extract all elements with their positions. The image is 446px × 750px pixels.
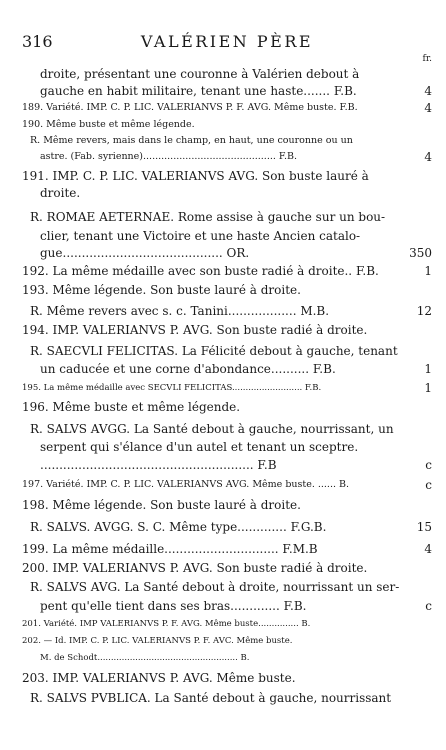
text-line	[0, 228, 446, 244]
text-line	[0, 616, 446, 632]
price-value: 4	[424, 542, 432, 556]
line-text: gue.......................................... OR.	[40, 246, 250, 260]
text-line	[0, 282, 446, 298]
line-text: 193. Même légende. Son buste lauré à droite.	[22, 283, 301, 297]
text-line	[0, 690, 446, 706]
line-text: 197. Variété. IMP. C. P. LIC. VALERIANVS AVG. Même buste. ...... B.	[22, 479, 350, 490]
price-value: c	[425, 478, 432, 492]
text-line	[0, 83, 446, 99]
line-text: ........................................................ F.B	[40, 458, 277, 472]
text-line	[0, 209, 446, 225]
text-line	[0, 245, 446, 261]
line-text: 194. IMP. VALERIANVS P. AVG. Son buste radié à droite.	[22, 323, 368, 337]
line-text: 202. — Id. IMP. C. P. LIC. VALERIANVS P. F. AVC. Même buste.	[22, 636, 293, 646]
text-line	[0, 303, 446, 319]
text-line	[0, 579, 446, 595]
line-text: R. SALVS PVBLICA. La Santé debout à gauche, nourrissant	[30, 691, 392, 705]
text-line	[0, 117, 446, 133]
text-line	[0, 598, 446, 614]
line-text: pent qu'elle tient dans ses bras............. F.B.	[40, 599, 307, 613]
price-value: 4	[424, 101, 432, 115]
text-line	[0, 263, 446, 279]
line-text: M. de Schodt.................................................... B.	[40, 653, 250, 663]
line-text: R. SAECVLI FELICITAS. La Félicité debout à gauche, tenant	[30, 344, 398, 358]
line-text: droite.	[40, 186, 81, 200]
text-line	[0, 457, 446, 473]
text-line	[0, 168, 446, 184]
price-value: c	[425, 458, 432, 472]
price-value: 350	[409, 246, 432, 260]
text-line	[0, 421, 446, 437]
text-line	[0, 100, 446, 116]
text-line	[0, 541, 446, 557]
price-value: 4	[424, 150, 432, 164]
text-line	[0, 343, 446, 359]
price-value: 1	[424, 264, 432, 278]
line-text: 203. IMP. VALERIANVS P. AVG. Même buste.	[22, 671, 296, 685]
text-line	[0, 185, 446, 201]
price-value: 1	[424, 381, 432, 395]
line-text: R. SALVS AVG. La Santé debout à droite, nourrissant un ser-	[30, 580, 400, 594]
line-text: 195. La même médaille avec SECVLI FELICITAS.......................... F.B.	[22, 383, 322, 393]
line-text: R. ROMAE AETERNAE. Rome assise à gauche sur un bou-	[30, 210, 386, 224]
line-text: R. SALVS. AVGG. S. C. Même type............. F.G.B.	[30, 520, 327, 534]
line-text: 192. La même médaille avec son buste radié à droite.. F.B.	[22, 264, 379, 278]
price-value: 4	[424, 84, 432, 98]
text-line	[0, 497, 446, 513]
text-line	[0, 650, 446, 666]
text-line	[0, 322, 446, 338]
line-text: 198. Même légende. Son buste lauré à droite.	[22, 498, 301, 512]
text-line	[0, 519, 446, 535]
line-text: 196. Même buste et même légende.	[22, 400, 241, 414]
price-value: 15	[416, 520, 432, 534]
text-line	[0, 439, 446, 455]
price-value: 12	[416, 304, 432, 318]
running-title: VALÉRIEN PÈRE	[140, 32, 314, 51]
text-line	[0, 361, 446, 377]
page-header	[22, 32, 432, 64]
text-line	[0, 149, 446, 165]
line-text: 199. La même médaille.............................. F.M.B	[22, 542, 318, 556]
line-text: un caducée et une corne d'abondance.......... F.B.	[40, 362, 336, 376]
line-text: 190. Même buste et même légende.	[22, 119, 195, 130]
text-line	[0, 560, 446, 576]
line-text: astre. (Fab. syrienne)............................................ F.B.	[40, 151, 298, 162]
line-text: 189. Variété. IMP. C. P. LIC. VALERIANVS P. F. AVG. Même buste. F.B.	[22, 102, 358, 113]
line-text: 200. IMP. VALERIANVS P. AVG. Son buste radié à droite.	[22, 561, 368, 575]
line-text: R. SALVS AVGG. La Santé debout à gauche, nourrissant, un	[30, 422, 394, 436]
text-line	[0, 477, 446, 493]
text-line	[0, 670, 446, 686]
text-line	[0, 380, 446, 396]
line-text: clier, tenant une Victoire et une haste Ancien catalo-	[40, 229, 361, 243]
page-number: 316	[22, 32, 53, 51]
price-value: 1	[424, 362, 432, 376]
line-text: 191. IMP. C. P. LIC. VALERIANVS AVG. Son buste lauré à	[22, 169, 369, 183]
line-text: R. Même revers, mais dans le champ, en haut, une couronne ou un	[30, 135, 353, 146]
price-column-label: fr.	[422, 54, 432, 64]
line-text: gauche en habit militaire, tenant une haste....... F.B.	[40, 84, 357, 98]
text-line	[0, 133, 446, 149]
price-value: c	[425, 599, 432, 613]
text-line	[0, 66, 446, 82]
line-text: R. Même revers avec s. c. Tanini.................. M.B.	[30, 304, 330, 318]
line-text: droite, présentant une couronne à Valérien debout à	[40, 67, 360, 81]
text-line	[0, 633, 446, 649]
line-text: serpent qui s'élance d'un autel et tenant un sceptre.	[40, 440, 359, 454]
text-line	[0, 399, 446, 415]
line-text: 201. Variété. IMP VALERIANVS P. F. AVG. Même buste............... B.	[22, 619, 311, 629]
